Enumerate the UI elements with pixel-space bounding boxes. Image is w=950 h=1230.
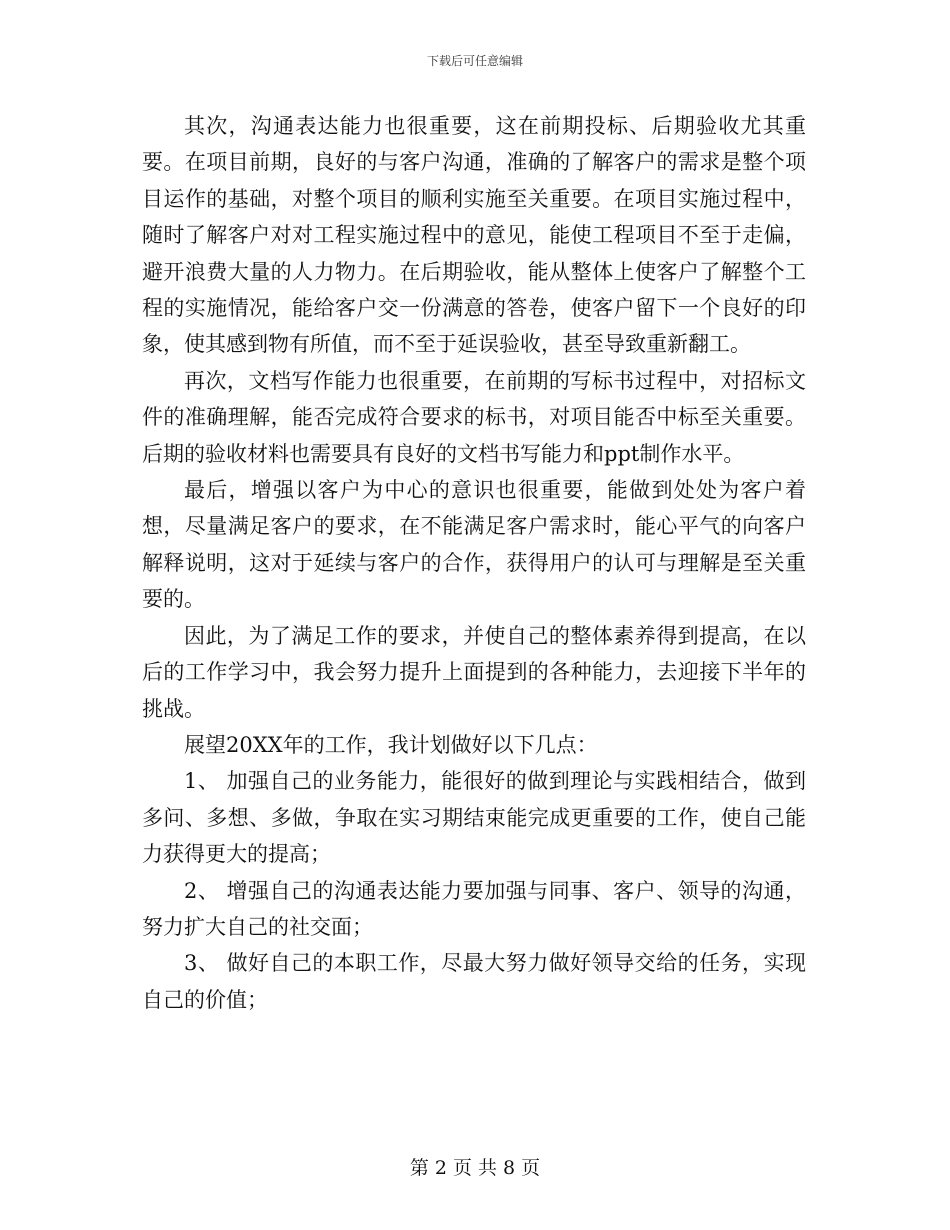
page-footer: 第 2 页 共 8 页 — [409, 1157, 541, 1179]
list-item-plan-3: 3、 做好自己的本职工作，尽最大努力做好领导交给的任务，实现自己的价值； — [142, 951, 806, 1012]
paragraph-communication: 其次，沟通表达能力也很重要，这在前期投标、后期验收尤其重要。在项目前期，良好的与客户沟通，准确的了解客户的需求是整个项目运作的基础，对整个项目的顺利实施至关重要。在项目实施过程中，随时了解客户对对工程实施过程中的意见，能使工程项目不至于走偏，避开浪费大量的人力物力。在后期验收，能从整体上使客户了解整个工程的实施情况，能给客户交一份满意的答卷，使客户留下一个良好的印象，使其感到物有所值，而不至于延误验收，甚至导致重新翻工。 — [142, 114, 806, 357]
paragraph-documentation: 再次，文档写作能力也很重要，在前期的写标书过程中，对招标文件的准确理解，能否完成符合要求的标书，对项目能否中标至关重要。后期的验收材料也需要具有良好的文档书写能力和ppt制作水平。 — [142, 368, 806, 466]
list-item-plan-2: 2、 增强自己的沟通表达能力要加强与同事、客户、领导的沟通，努力扩大自己的社交面； — [142, 878, 806, 939]
paragraph-conclusion: 因此，为了满足工作的要求，并使自己的整体素养得到提高，在以后的工作学习中，我会努力提升上面提到的各种能力，去迎接下半年的挑战。 — [142, 623, 806, 721]
list-item-plan-1: 1、 加强自己的业务能力，能很好的做到理论与实践相结合，做到多问、多想、多做，争取在实习期结束能完成更重要的工作，使自己能力获得更大的提高； — [142, 769, 806, 867]
document-body — [142, 108, 806, 1018]
paragraph-customer-focus: 最后，增强以客户为中心的意识也很重要，能做到处处为客户着想，尽量满足客户的要求，在不能满足客户需求时，能心平气的向客户解释说明，这对于延续与客户的合作，获得用户的认可与理解是至关重要的。 — [142, 478, 806, 612]
page-header: 下载后可任意编辑 — [426, 54, 523, 68]
paragraph-plan-intro: 展望20XX年的工作，我计划做好以下几点： — [184, 732, 598, 757]
